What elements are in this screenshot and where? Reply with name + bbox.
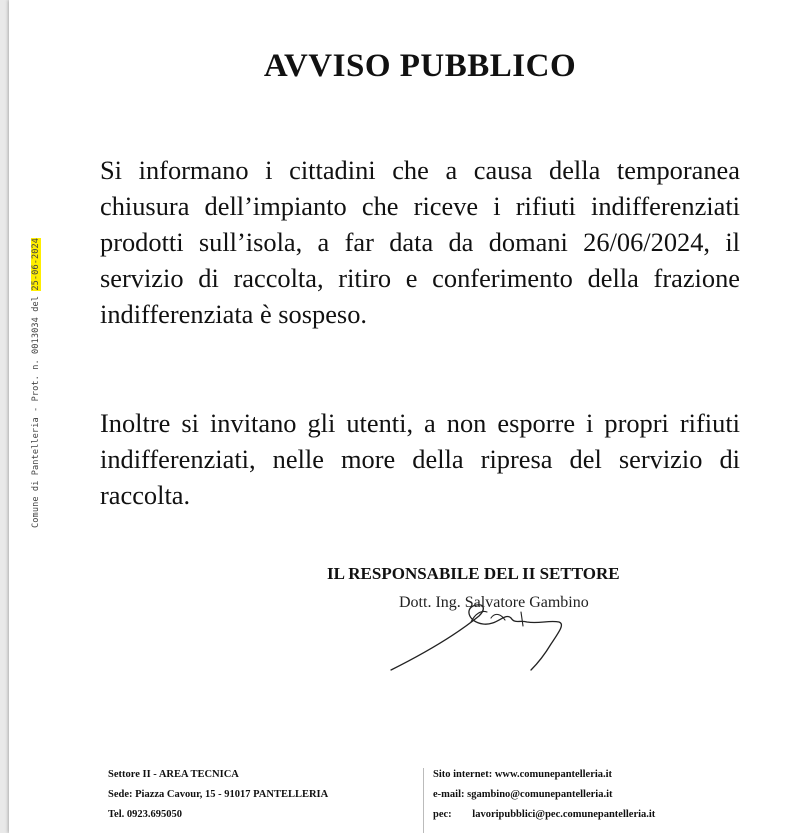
- handwritten-signature: [387, 592, 577, 674]
- protocol-stamp-text: Comune di Pantelleria - Prot. n. 0013034 del: [31, 295, 41, 528]
- signer-role: IL RESPONSABILE DEL II SETTORE: [327, 564, 620, 583]
- protocol-stamp: [31, 238, 41, 528]
- footer-pec-address: lavoripubblici@pec.comunepantelleria.it: [472, 809, 656, 820]
- notice-paragraph-2: Inoltre si invitano gli utenti, a non esporre i propri rifiuti indifferenziati, nelle more della ripresa del servizio di raccolta.: [100, 408, 740, 510]
- footer-pec-label: pec:: [433, 809, 452, 820]
- notice-paragraph-1: Si informano i cittadini che a causa della temporanea chiusura dell’impianto che riceve i rifiuti indifferenziati prodotti sull’isola, a far data da domani 26/06/2024, il servizio di raccolta, ritiro e conferimento della frazione indifferenziata è sospeso.: [100, 155, 740, 329]
- footer-email: e-mail: sgambino@comunepantelleria.it: [433, 789, 613, 800]
- protocol-date-highlight: 25-06-2024: [31, 237, 41, 291]
- footer-address: Sede: Piazza Cavour, 15 - 91017 PANTELLERIA: [108, 789, 329, 800]
- document-page: [9, 0, 801, 833]
- footer-website: Sito internet: www.comunepantelleria.it: [433, 769, 613, 780]
- signer-name: Dott. Ing. Salvatore Gambino: [399, 594, 589, 611]
- notice-title: AVVISO PUBBLICO: [263, 48, 577, 84]
- footer-contacts: [433, 765, 655, 825]
- footer-office-info: [108, 765, 328, 825]
- footer-phone: Tel. 0923.695050: [108, 809, 182, 820]
- footer-divider: [423, 768, 424, 833]
- footer-department: Settore II - AREA TECNICA: [108, 769, 239, 780]
